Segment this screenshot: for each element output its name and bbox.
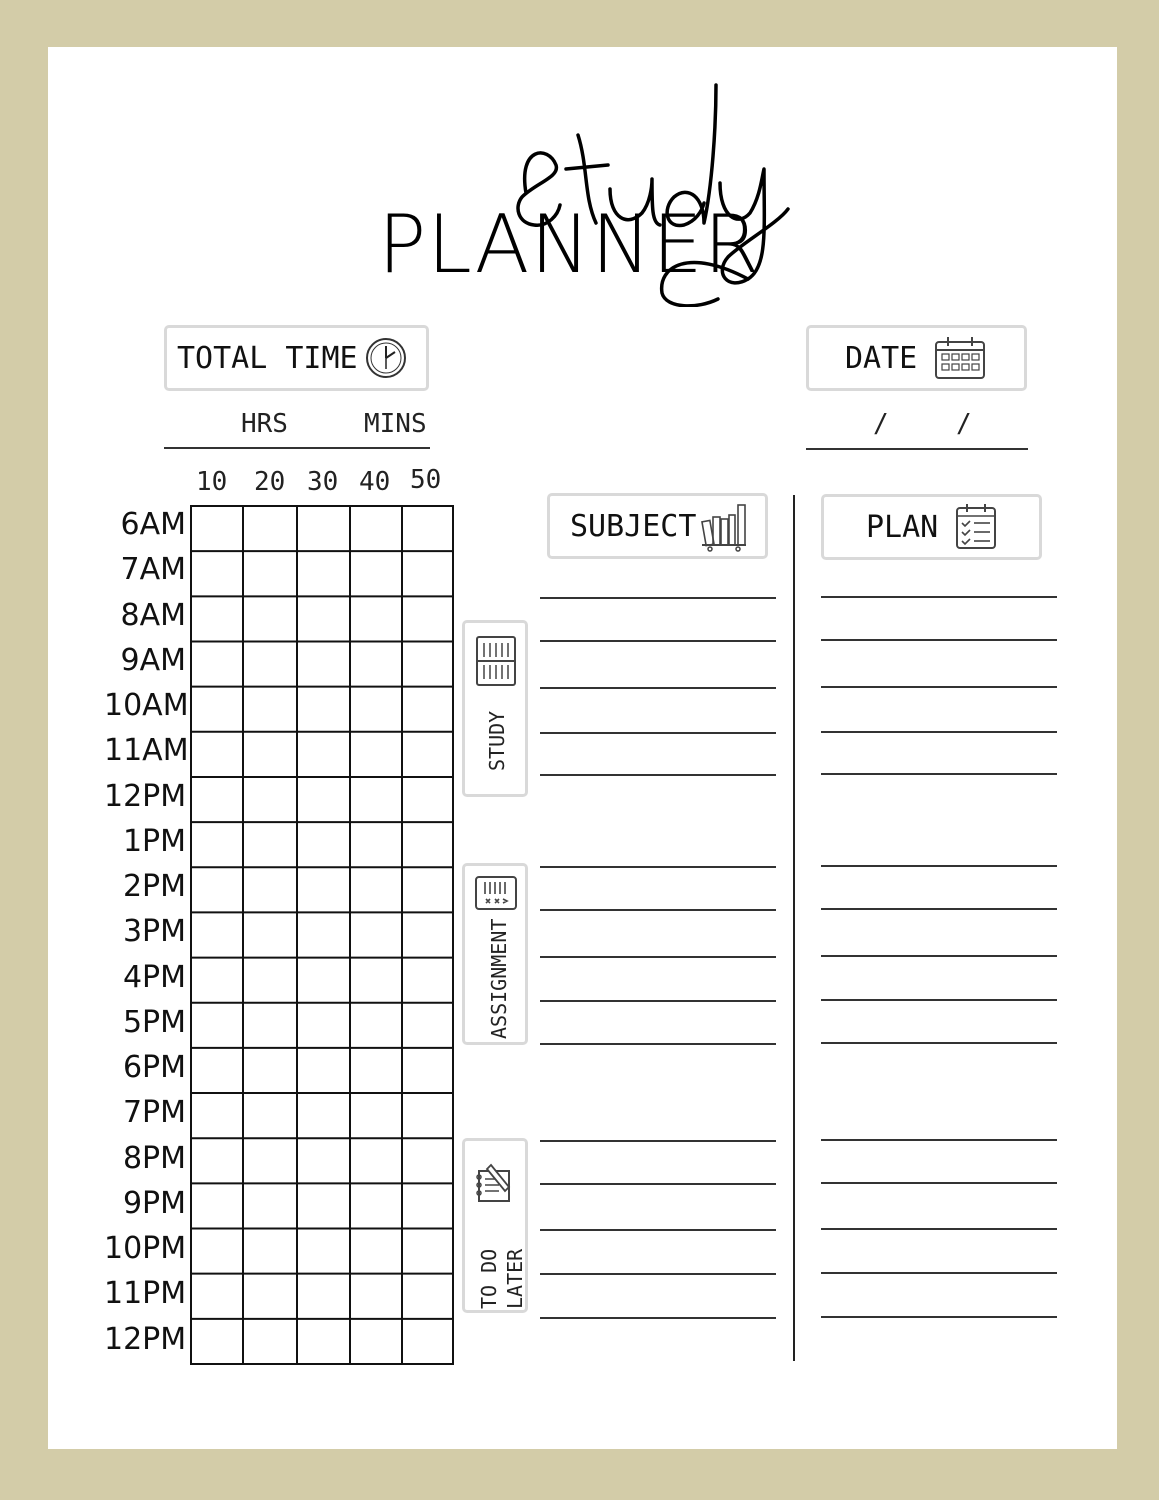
books-icon bbox=[700, 499, 748, 553]
hour-label: 7AM bbox=[120, 552, 186, 588]
total-time-underline[interactable] bbox=[164, 447, 430, 449]
mins-label: MINS bbox=[364, 409, 427, 439]
checklist-icon bbox=[954, 502, 998, 552]
date-separator-2: / bbox=[956, 409, 972, 439]
plan-write-line[interactable] bbox=[821, 1228, 1057, 1230]
plan-box bbox=[821, 494, 1042, 560]
plan-write-line[interactable] bbox=[821, 865, 1057, 867]
total-time-box bbox=[164, 325, 429, 391]
plan-write-line[interactable] bbox=[821, 1139, 1057, 1141]
subject-write-line[interactable] bbox=[540, 1183, 776, 1185]
plan-write-line[interactable] bbox=[821, 686, 1057, 688]
minute-col-50: 50 bbox=[410, 465, 442, 495]
date-separator-1: / bbox=[873, 409, 889, 439]
plan-write-line[interactable] bbox=[821, 1316, 1057, 1318]
date-box bbox=[806, 325, 1027, 391]
subject-label: SUBJECT bbox=[570, 508, 697, 544]
subject-write-line[interactable] bbox=[540, 687, 776, 689]
time-tracker-grid[interactable] bbox=[190, 505, 454, 1365]
subject-write-line[interactable] bbox=[540, 1317, 776, 1319]
hour-label: 10PM bbox=[104, 1231, 187, 1267]
to-do-label-line2: LATER bbox=[503, 1248, 527, 1309]
plan-write-line[interactable] bbox=[821, 1042, 1057, 1044]
plan-write-line[interactable] bbox=[821, 731, 1057, 733]
total-time-label: TOTAL TIME bbox=[177, 340, 358, 376]
hour-label: 6PM bbox=[122, 1050, 186, 1086]
subject-write-line[interactable] bbox=[540, 774, 776, 776]
plan-write-line[interactable] bbox=[821, 1272, 1057, 1274]
subject-write-line[interactable] bbox=[540, 1000, 776, 1002]
plan-write-line[interactable] bbox=[821, 908, 1057, 910]
hour-label: 6AM bbox=[120, 507, 186, 542]
hour-label: 1PM bbox=[122, 823, 186, 859]
date-underline[interactable] bbox=[806, 448, 1028, 450]
clipboard-icon bbox=[473, 874, 519, 916]
study-tab-label: STUDY bbox=[485, 710, 509, 771]
hour-label: 4PM bbox=[122, 959, 186, 995]
subject-write-line[interactable] bbox=[540, 597, 776, 599]
subject-write-line[interactable] bbox=[540, 1229, 776, 1231]
minute-col-40: 40 bbox=[359, 467, 391, 497]
calendar-icon bbox=[933, 334, 987, 382]
subject-write-line[interactable] bbox=[540, 640, 776, 642]
hour-label: 9PM bbox=[122, 1185, 186, 1221]
hrs-label: HRS bbox=[241, 409, 288, 439]
subject-write-line[interactable] bbox=[540, 909, 776, 911]
study-tab bbox=[462, 620, 528, 797]
hour-label: 11AM bbox=[104, 733, 189, 769]
clock-icon bbox=[364, 336, 408, 380]
hour-label: 8AM bbox=[120, 597, 186, 633]
to-do-later-tab bbox=[462, 1138, 528, 1313]
hour-label: 2PM bbox=[122, 869, 186, 905]
date-label: DATE bbox=[845, 340, 918, 376]
hour-label: 7PM bbox=[122, 1095, 186, 1131]
plan-write-line[interactable] bbox=[821, 639, 1057, 641]
column-divider bbox=[793, 495, 795, 1361]
plan-write-line[interactable] bbox=[821, 773, 1057, 775]
assignment-tab-label: ASSIGNMENT bbox=[487, 918, 511, 1039]
plan-write-line[interactable] bbox=[821, 596, 1057, 598]
plan-write-line[interactable] bbox=[821, 1182, 1057, 1184]
hour-label: 11PM bbox=[104, 1276, 187, 1312]
planner-page bbox=[48, 47, 1117, 1449]
subject-box bbox=[547, 493, 768, 559]
title-planner: PLANNER bbox=[378, 198, 761, 291]
subject-write-line[interactable] bbox=[540, 956, 776, 958]
hour-label: 10AM bbox=[104, 688, 189, 724]
minute-col-20: 20 bbox=[254, 467, 286, 497]
subject-write-line[interactable] bbox=[540, 1273, 776, 1275]
hour-label: 12PM bbox=[104, 778, 187, 814]
plan-label: PLAN bbox=[866, 509, 939, 545]
grid-border bbox=[191, 506, 453, 1364]
open-book-icon bbox=[474, 633, 518, 693]
notepad-pencil-icon bbox=[475, 1161, 519, 1209]
plan-write-line[interactable] bbox=[821, 999, 1057, 1001]
hour-label: 9AM bbox=[120, 642, 186, 678]
subject-write-line[interactable] bbox=[540, 732, 776, 734]
assignment-tab bbox=[462, 863, 528, 1045]
hour-label: 5PM bbox=[122, 1004, 186, 1040]
plan-write-line[interactable] bbox=[821, 955, 1057, 957]
hour-label: 12PM bbox=[104, 1321, 187, 1357]
hour-label: 8PM bbox=[122, 1140, 186, 1176]
minute-col-30: 30 bbox=[307, 467, 339, 497]
subject-write-line[interactable] bbox=[540, 1043, 776, 1045]
minute-col-10: 10 bbox=[196, 467, 228, 497]
subject-write-line[interactable] bbox=[540, 1140, 776, 1142]
to-do-label-line1: TO DO bbox=[477, 1248, 501, 1309]
hour-label: 3PM bbox=[122, 914, 186, 950]
subject-write-line[interactable] bbox=[540, 866, 776, 868]
